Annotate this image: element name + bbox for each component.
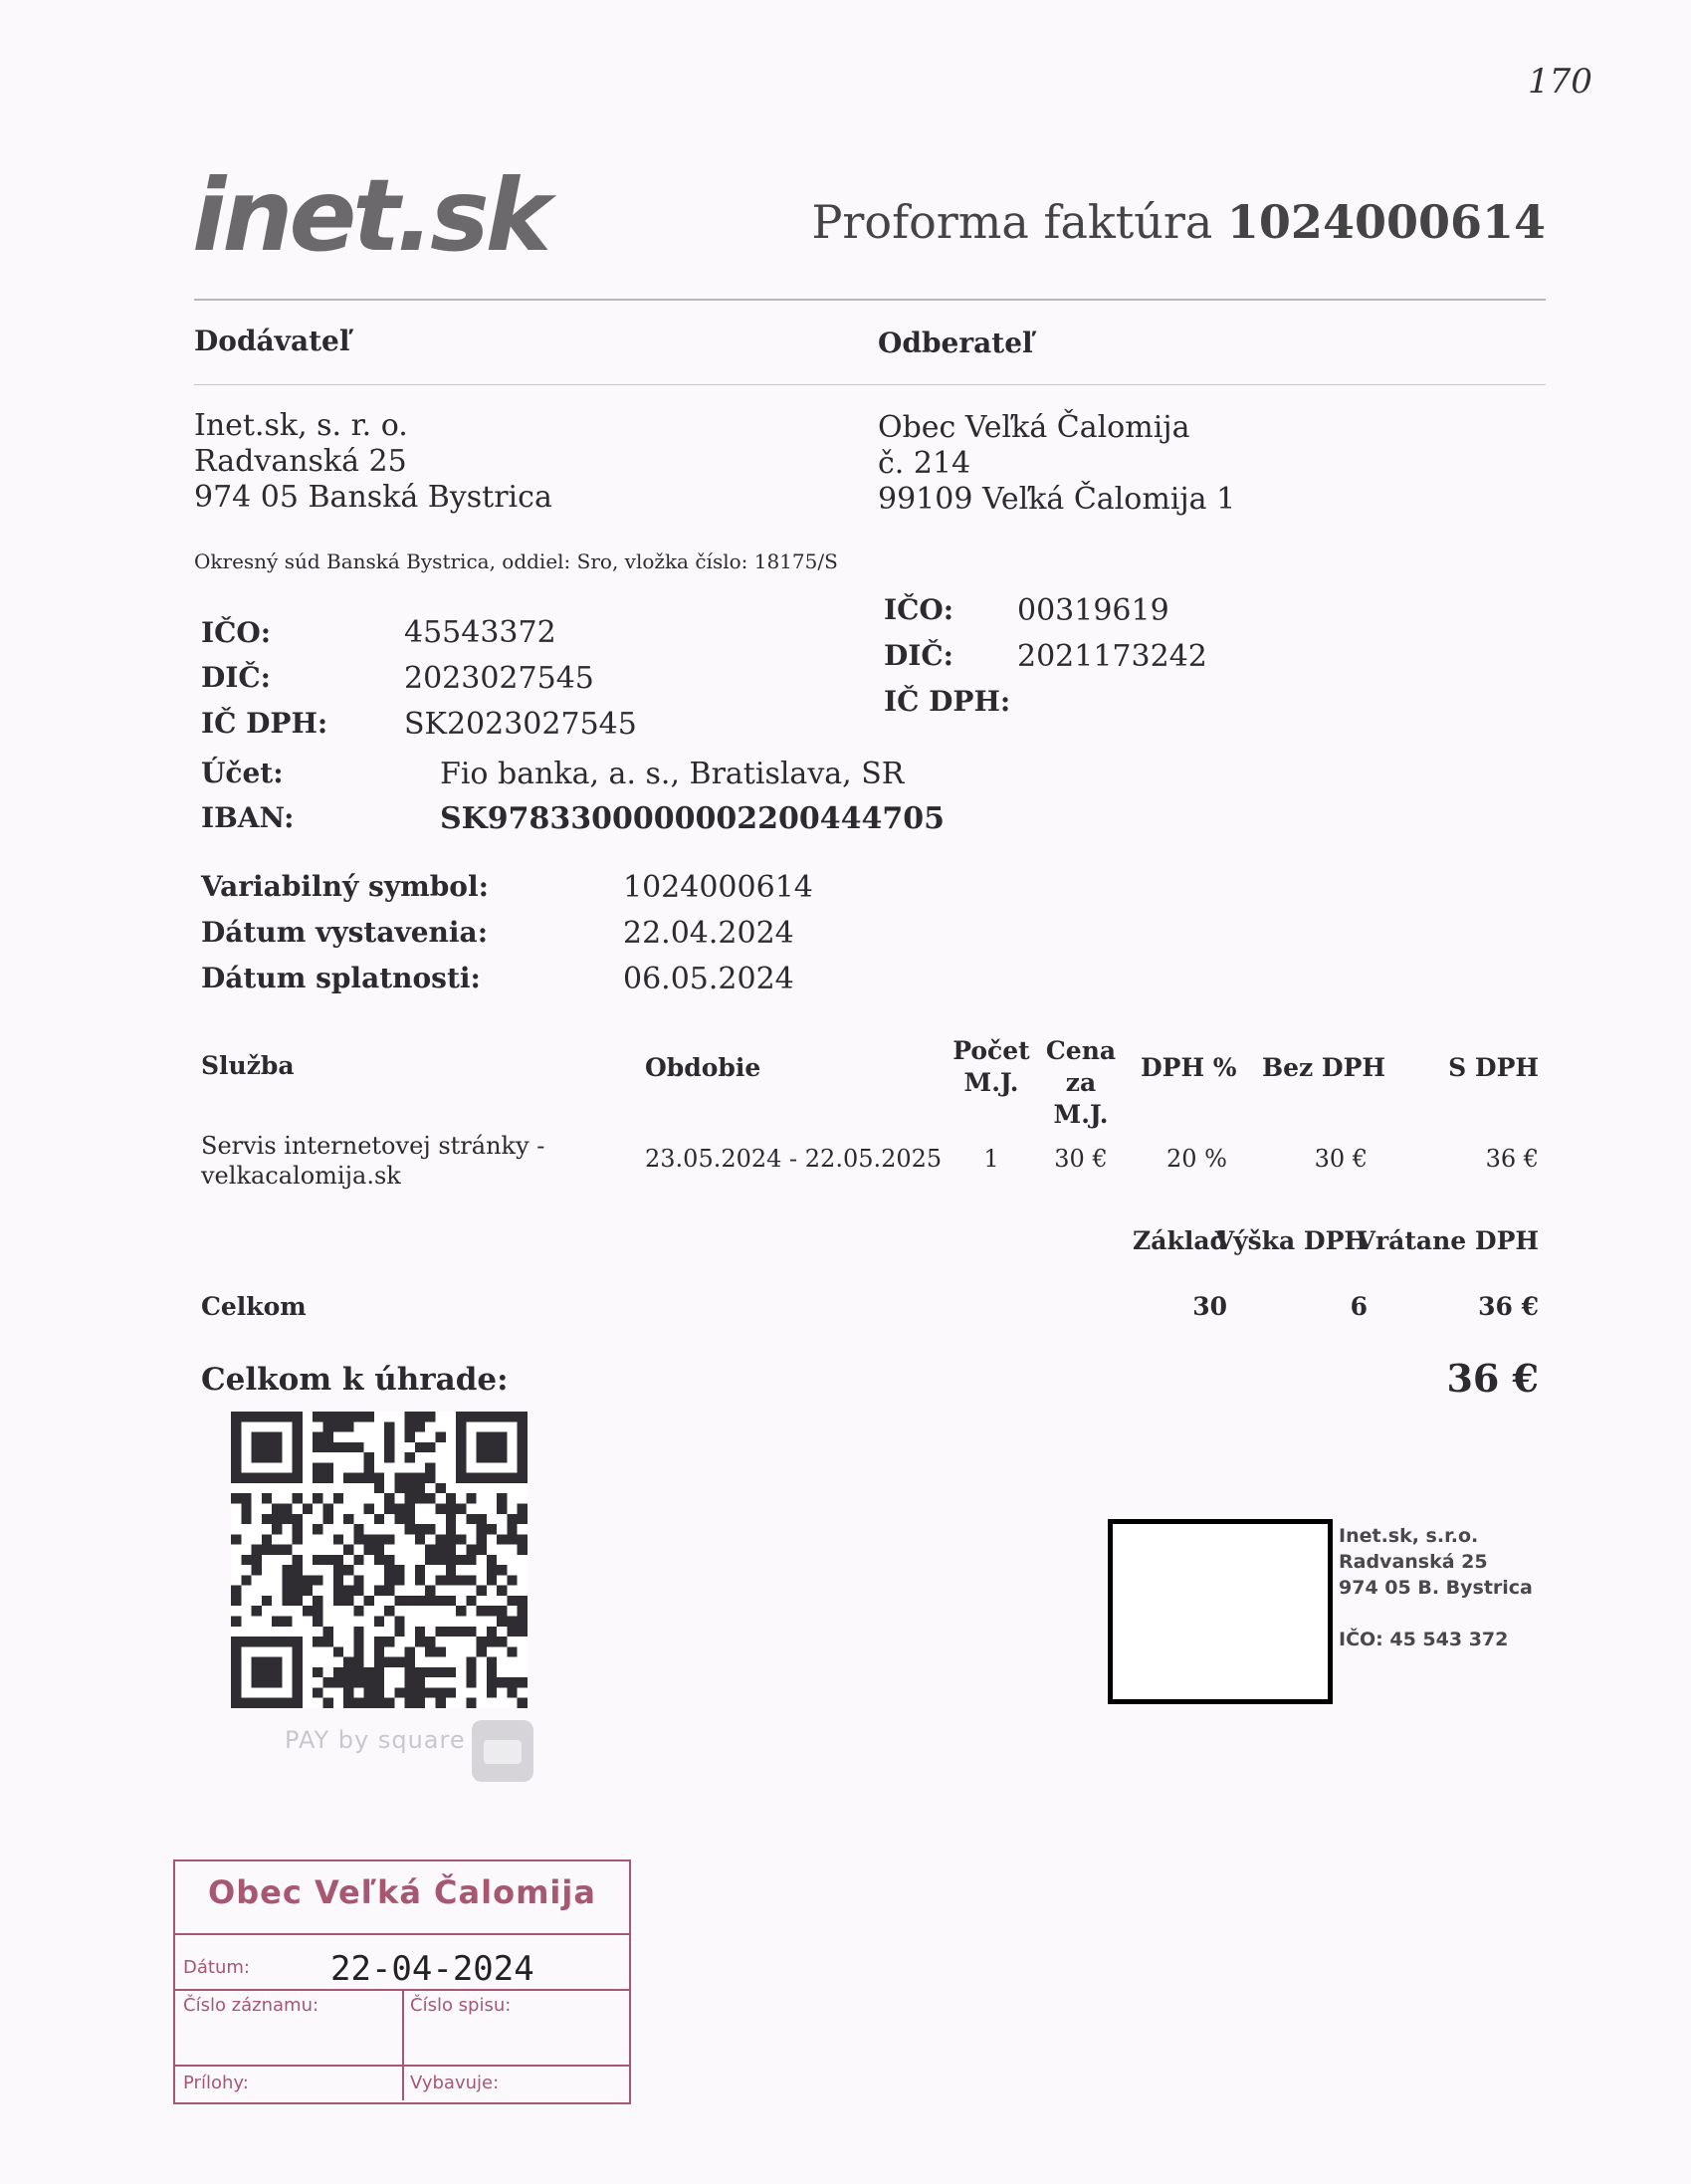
total-incl: 36 €	[1478, 1292, 1539, 1321]
header-divider	[194, 299, 1546, 301]
supplier-ico-label: IČO:	[201, 616, 272, 649]
total-vat: 6	[1350, 1292, 1368, 1321]
registry-stamp-title: Obec Veľká Čalomija	[208, 1873, 596, 1911]
row-service-line1: Servis internetovej stránky -	[201, 1132, 545, 1160]
col-qty-line2: M.J.	[963, 1068, 1019, 1097]
summary-incl-label: Vrátane DPH	[1356, 1226, 1539, 1255]
total-label: Celkom	[201, 1292, 307, 1321]
total-base: 30	[1192, 1292, 1227, 1321]
col-price	[1031, 1035, 1131, 1131]
row-price: 30 €	[1054, 1145, 1108, 1173]
iban-value: SK9783300000002200444705	[440, 801, 945, 836]
page-number-mark: 170	[1528, 62, 1592, 102]
account-bank: Fio banka, a. s., Bratislava, SR	[440, 757, 905, 791]
col-price-line1: Cena za	[1045, 1036, 1117, 1097]
due-date-label: Dátum splatnosti:	[201, 962, 481, 994]
pay-by-square-qr-code	[231, 1412, 528, 1708]
col-with-vat: S DPH	[1448, 1053, 1539, 1082]
to-pay-amount: 36 €	[1446, 1356, 1539, 1401]
customer-name: Obec Veľká Čalomija	[878, 410, 1190, 445]
inet-logo: inet.sk	[192, 157, 548, 274]
supplier-dic-label: DIČ:	[201, 661, 271, 694]
row-qty: 1	[983, 1145, 999, 1173]
company-stamp-city: 974 05 B. Bystrica	[1339, 1577, 1533, 1599]
row-service-line2: velkacalomija.sk	[201, 1162, 401, 1190]
customer-icdph-label: IČ DPH:	[884, 685, 1011, 718]
company-stamp	[1339, 1523, 1533, 1652]
company-stamp-street: Radvanská 25	[1339, 1551, 1488, 1573]
supplier-city: 974 05 Banská Bystrica	[194, 480, 552, 515]
iban-label: IBAN:	[201, 801, 295, 834]
row-no-vat: 30 €	[1314, 1145, 1368, 1173]
summary-base-label: Základ	[1133, 1226, 1227, 1255]
row-period: 23.05.2024 - 22.05.2025	[645, 1145, 943, 1173]
document-title-label: Proforma faktúra	[811, 195, 1213, 249]
col-period: Obdobie	[645, 1053, 761, 1082]
registry-record-label: Číslo záznamu:	[183, 1995, 319, 2016]
variable-symbol-label: Variabilný symbol:	[201, 870, 489, 903]
registry-date-label: Dátum:	[183, 1957, 250, 1978]
col-qty-line1: Počet	[952, 1036, 1030, 1065]
row-service	[201, 1131, 544, 1191]
supplier-heading: Dodávateľ	[194, 325, 350, 357]
document-number: 1024000614	[1226, 195, 1546, 249]
due-date: 06.05.2024	[623, 962, 794, 996]
customer-street: č. 214	[878, 446, 971, 481]
col-vat-pct: DPH %	[1141, 1053, 1237, 1082]
issue-date: 22.04.2024	[623, 916, 794, 951]
supplier-street: Radvanská 25	[194, 444, 407, 479]
customer-dic: 2021173242	[1017, 639, 1207, 674]
summary-vat-label: Výška DPH	[1214, 1226, 1368, 1255]
redacted-signature-box	[1108, 1519, 1333, 1704]
company-stamp-name: Inet.sk, s.r.o.	[1339, 1525, 1479, 1547]
supplier-icdph: SK2023027545	[404, 707, 637, 742]
card-icon	[472, 1720, 533, 1782]
court-registration: Okresný súd Banská Bystrica, oddiel: Sro, vložka číslo: 18175/S	[194, 549, 838, 573]
row-with-vat: 36 €	[1485, 1145, 1539, 1173]
col-service: Služba	[201, 1051, 295, 1080]
customer-ico: 00319619	[1017, 593, 1169, 628]
section-divider	[194, 384, 1546, 385]
col-qty	[951, 1035, 1031, 1099]
registry-stamp	[173, 1859, 631, 2104]
registry-file-label: Číslo spisu:	[410, 1995, 512, 2016]
account-label: Účet:	[201, 757, 284, 789]
supplier-dic: 2023027545	[404, 661, 594, 696]
registry-attachments-label: Prílohy:	[183, 2073, 249, 2093]
supplier-ico: 45543372	[404, 615, 556, 650]
customer-ico-label: IČO:	[884, 593, 954, 626]
supplier-address	[194, 408, 552, 516]
pay-by-square-caption: PAY by square	[285, 1726, 466, 1754]
supplier-name: Inet.sk, s. r. o.	[194, 408, 408, 443]
company-stamp-ico: IČO: 45 543 372	[1339, 1629, 1509, 1650]
issue-date-label: Dátum vystavenia:	[201, 916, 489, 949]
col-price-line2: M.J.	[1053, 1100, 1109, 1129]
registry-handled-by-label: Vybavuje:	[410, 2073, 500, 2093]
row-vat-pct: 20 %	[1166, 1145, 1227, 1173]
customer-address	[878, 410, 1235, 518]
to-pay-label: Celkom k úhrade:	[201, 1362, 509, 1398]
variable-symbol: 1024000614	[623, 870, 813, 905]
customer-dic-label: DIČ:	[884, 639, 953, 672]
customer-city: 99109 Veľká Čalomija 1	[878, 482, 1236, 517]
col-no-vat: Bez DPH	[1262, 1053, 1386, 1082]
document-title	[811, 195, 1546, 249]
supplier-icdph-label: IČ DPH:	[201, 707, 328, 740]
registry-date: 22-04-2024	[330, 1949, 534, 1989]
customer-heading: Odberateľ	[878, 327, 1033, 359]
